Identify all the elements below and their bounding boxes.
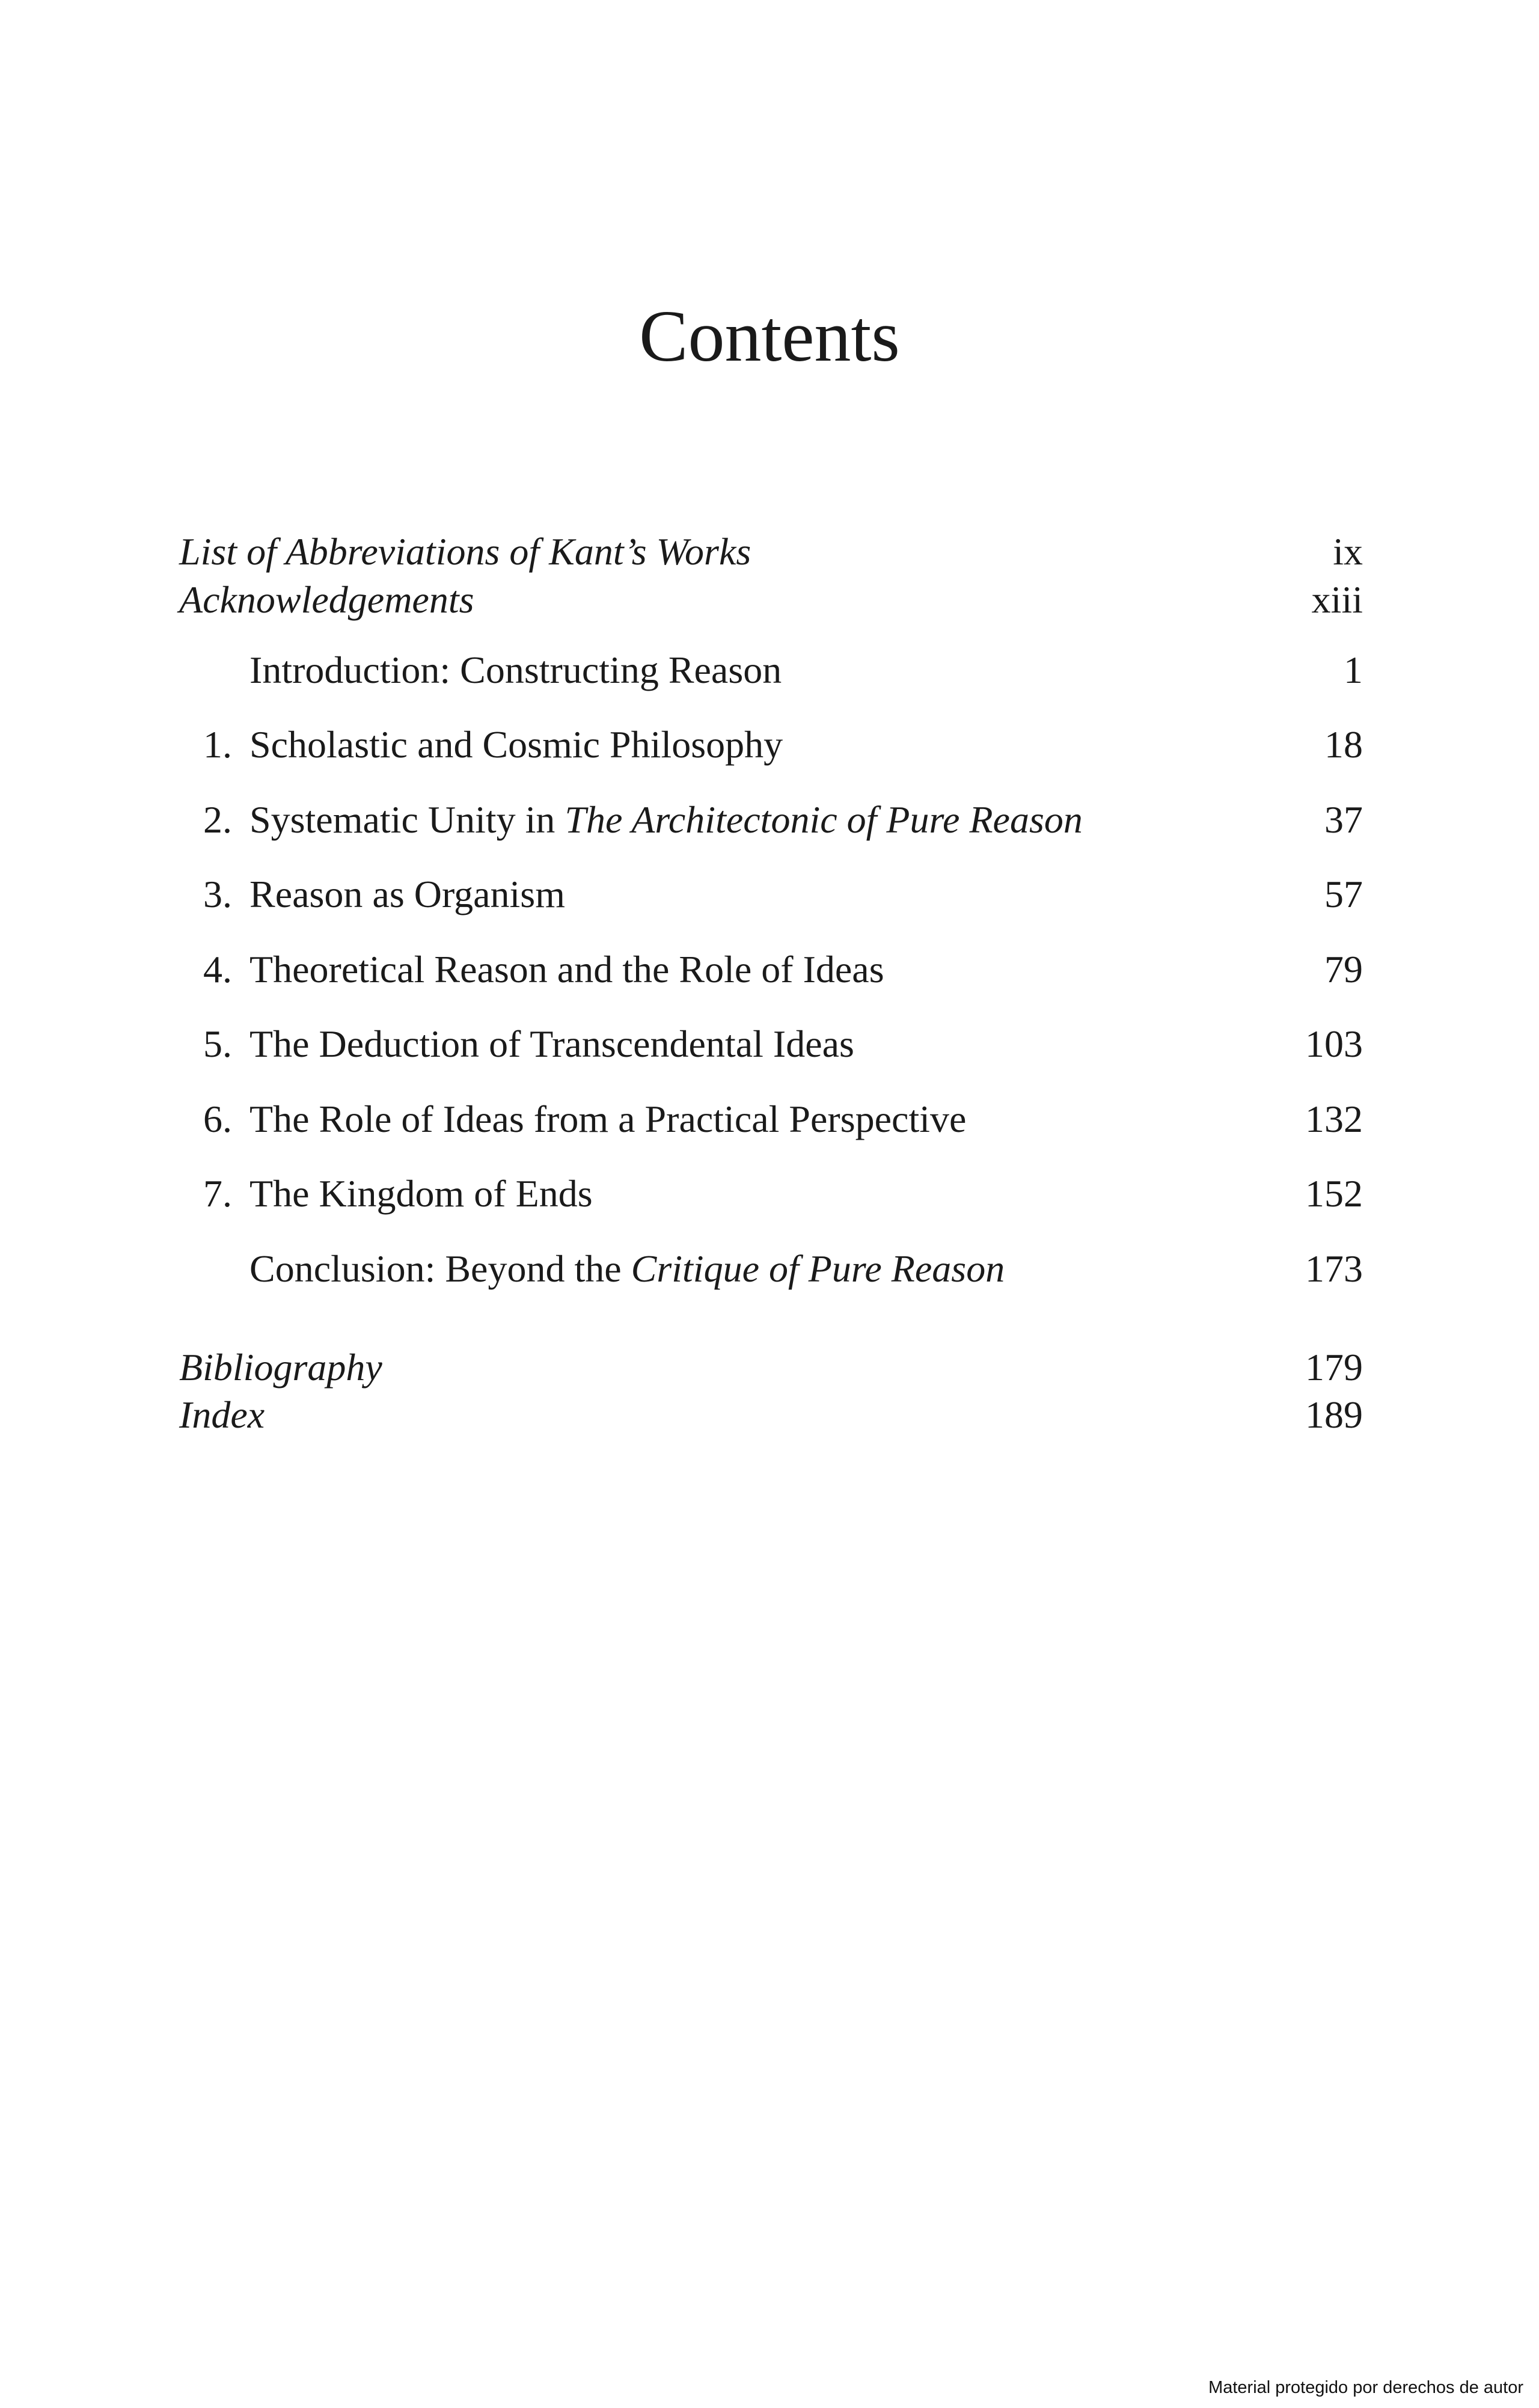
toc-page-number: 1 <box>1344 649 1363 691</box>
toc-chapter-number: 3. <box>203 873 232 915</box>
toc-page-number: 179 <box>1305 1346 1363 1389</box>
toc-entry-label: Scholastic and Cosmic Philosophy <box>249 723 783 766</box>
toc-page-number: 79 <box>1324 948 1363 991</box>
toc-chapter-number: 2. <box>203 798 232 841</box>
toc-entry-label: Systematic Unity in The Architectonic of Pure Reason <box>249 798 1083 841</box>
toc-page-number: 189 <box>1305 1393 1363 1436</box>
toc-page-number: ix <box>1333 530 1363 573</box>
toc-entry-chapter-7[interactable] <box>0 1170 1539 1218</box>
toc-entry-label: Conclusion: Beyond the Critique of Pure Reason <box>249 1247 1005 1290</box>
toc-chapter-number: 1. <box>203 723 232 766</box>
toc-page-number: xiii <box>1311 578 1363 621</box>
toc-entry-label: Index <box>179 1393 265 1436</box>
toc-entry-label: List of Abbreviations of Kant’s Works <box>179 530 751 573</box>
toc-entry-label: Introduction: Constructing Reason <box>249 649 782 691</box>
toc-front-matter-acknowledgements[interactable] <box>0 576 1539 624</box>
toc-chapter-number: 4. <box>203 948 232 991</box>
toc-page-number: 152 <box>1305 1172 1363 1215</box>
toc-entry-chapter-5[interactable] <box>0 1020 1539 1068</box>
toc-entry-chapter-4[interactable] <box>0 946 1539 994</box>
toc-page-number: 57 <box>1324 873 1363 915</box>
toc-entry-chapter-3[interactable] <box>0 870 1539 918</box>
page-title: Contents <box>639 296 900 377</box>
toc-entry-conclusion[interactable] <box>0 1245 1539 1293</box>
toc-entry-label: Bibliography <box>179 1346 382 1389</box>
toc-page-number: 18 <box>1324 723 1363 766</box>
toc-entry-label: Reason as Organism <box>249 873 565 915</box>
toc-chapter-number: 6. <box>203 1098 232 1140</box>
toc-entry-label: The Deduction of Transcendental Ideas <box>249 1022 854 1065</box>
toc-back-matter-index[interactable] <box>0 1391 1539 1439</box>
toc-front-matter-abbreviations[interactable] <box>0 528 1539 576</box>
toc-entry-label: The Role of Ideas from a Practical Perspective <box>249 1098 967 1140</box>
copyright-notice: Material protegido por derechos de autor <box>1208 2378 1523 2397</box>
toc-entry-introduction[interactable] <box>0 646 1539 694</box>
toc-entry-chapter-6[interactable] <box>0 1095 1539 1143</box>
toc-chapter-number: 5. <box>203 1022 232 1065</box>
toc-page-number: 103 <box>1305 1022 1363 1065</box>
toc-entry-label: The Kingdom of Ends <box>249 1172 593 1215</box>
toc-entry-chapter-1[interactable] <box>0 721 1539 769</box>
toc-entry-chapter-2[interactable] <box>0 796 1539 844</box>
toc-page-number: 132 <box>1305 1098 1363 1140</box>
toc-entry-label: Acknowledgements <box>179 578 474 621</box>
toc-back-matter-bibliography[interactable] <box>0 1343 1539 1392</box>
toc-chapter-number: 7. <box>203 1172 232 1215</box>
toc-page-number: 37 <box>1324 798 1363 841</box>
toc-entry-label: Theoretical Reason and the Role of Ideas <box>249 948 884 991</box>
toc-page-number: 173 <box>1305 1247 1363 1290</box>
